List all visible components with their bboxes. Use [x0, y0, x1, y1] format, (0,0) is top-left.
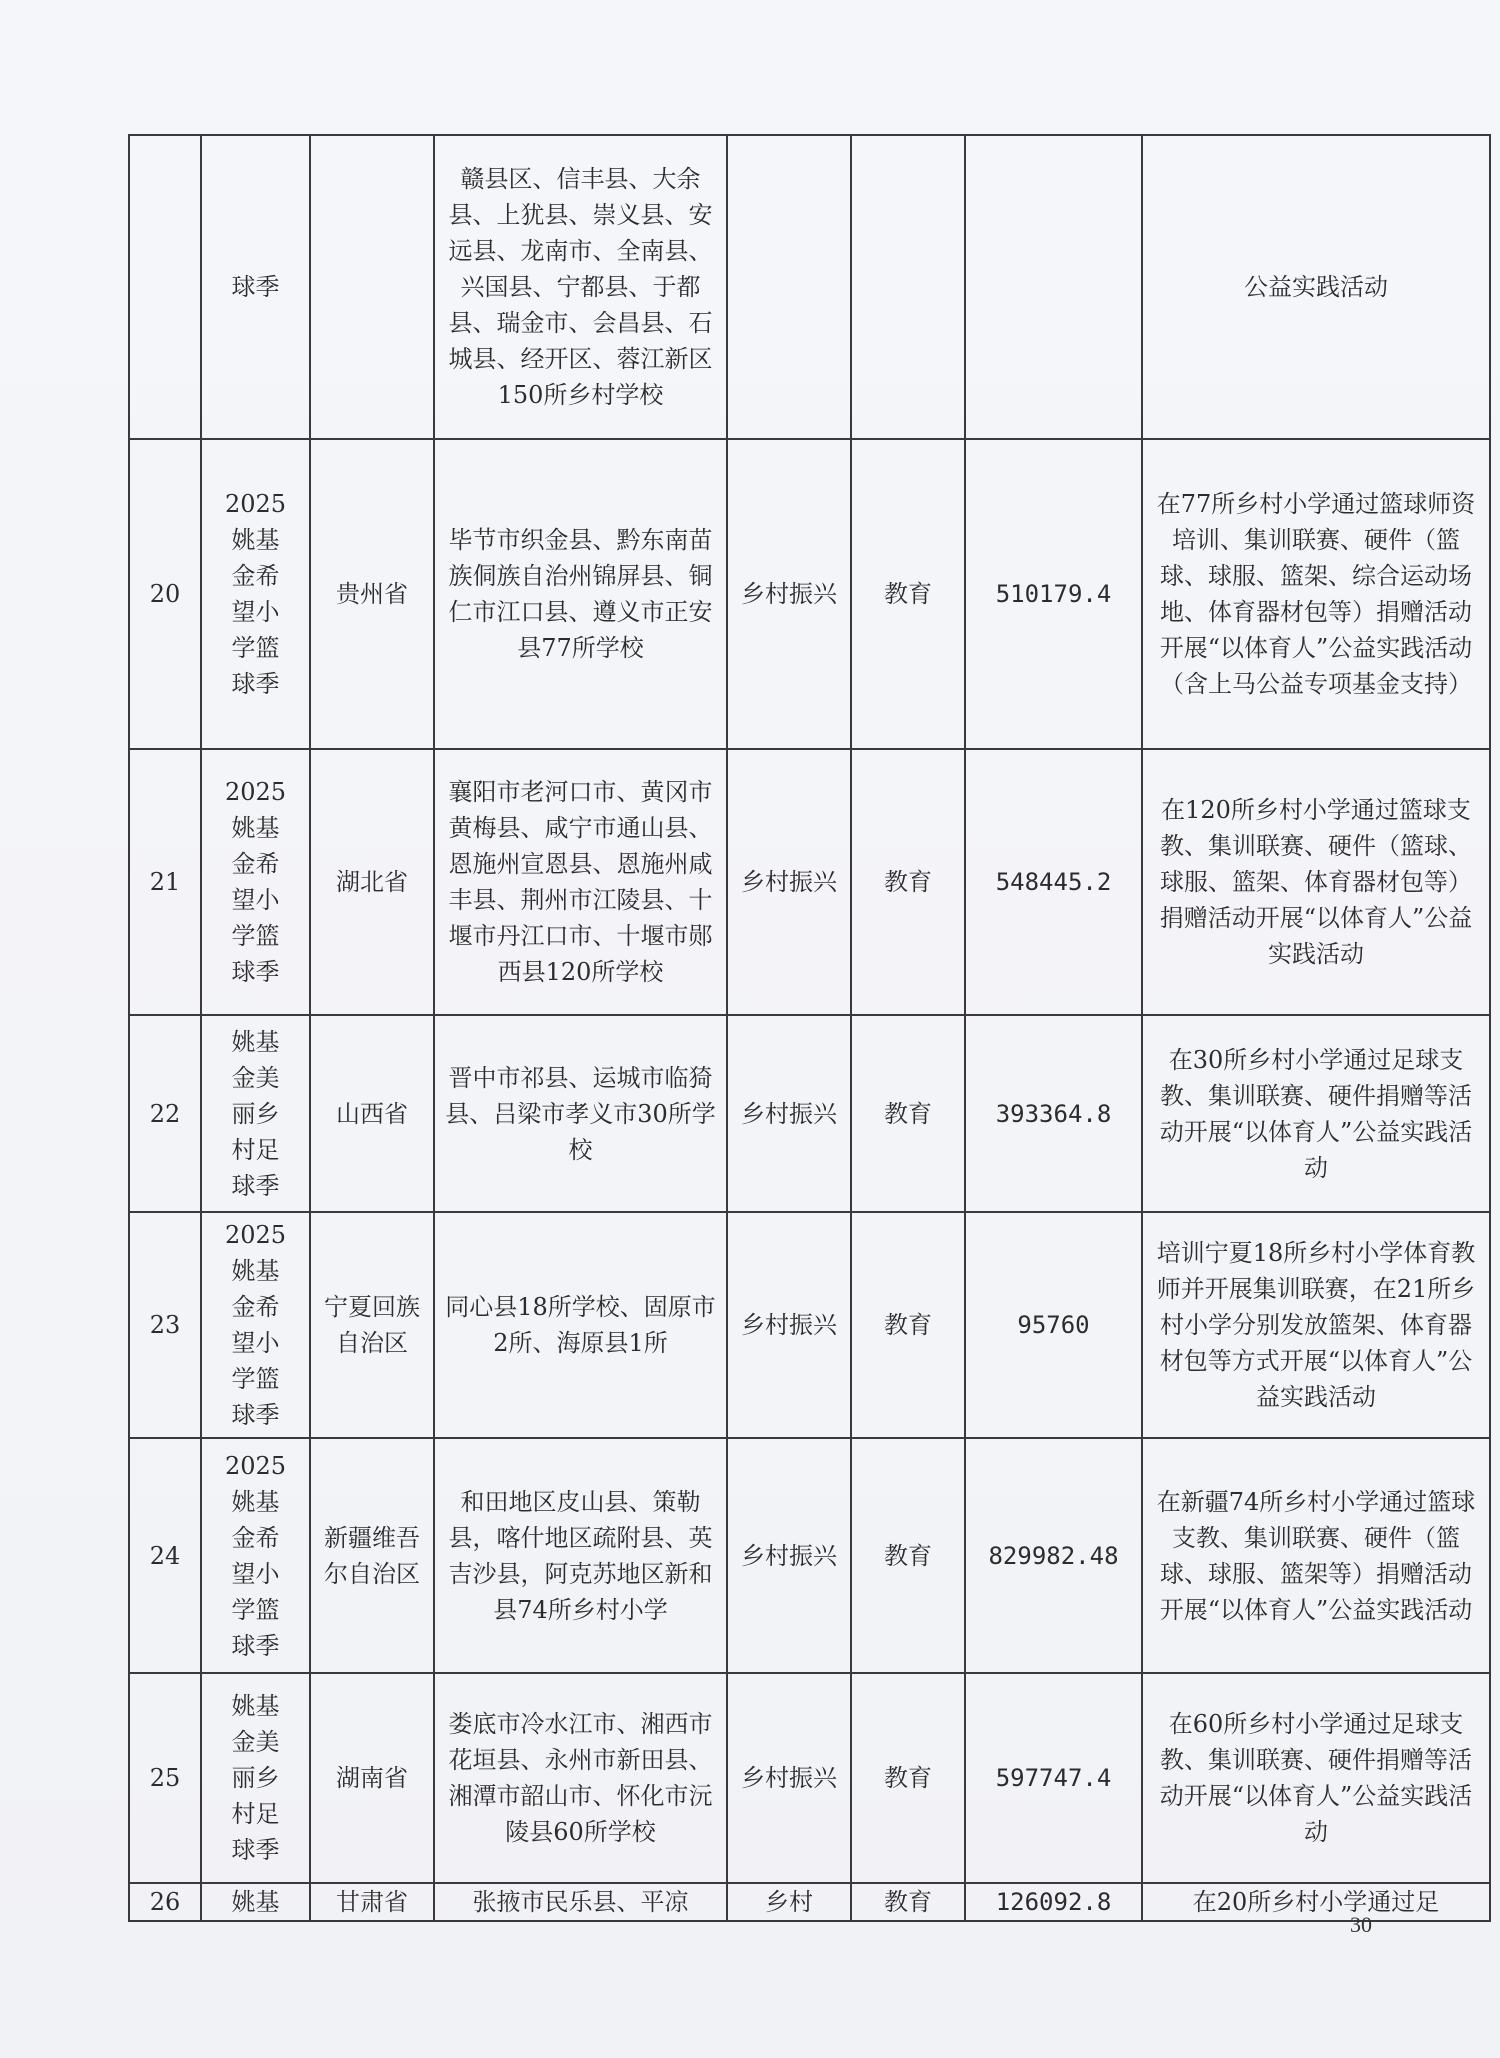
cell-province: 湖北省 — [310, 749, 434, 1015]
name-line: 望小 — [231, 1329, 280, 1357]
name-line: 球季 — [231, 958, 280, 986]
name-line: 球季 — [231, 1401, 280, 1429]
cell-type: 乡村振兴 — [727, 1015, 851, 1212]
name-line: 球季 — [231, 273, 280, 301]
cell-description: 在20所乡村小学通过足 — [1142, 1883, 1490, 1921]
name-line: 金美 — [231, 1063, 280, 1092]
name-line: 金希 — [231, 1523, 280, 1552]
name-line: 学篮 — [231, 922, 280, 950]
cell-type: 乡村振兴 — [727, 749, 851, 1015]
cell-project-name — [201, 749, 310, 1015]
cell-description: 培训宁夏18所乡村小学体育教师并开展集训联赛，在21所乡村小学分别发放篮架、体育器材包等方式开展“以体育人”公益实践活动 — [1142, 1212, 1490, 1438]
cell-type: 乡村振兴 — [727, 1212, 851, 1438]
cell-field — [851, 135, 965, 439]
cell-type: 乡村 — [727, 1883, 851, 1921]
cell-amount: 548445.2 — [965, 749, 1142, 1015]
cell-description: 在120所乡村小学通过篮球支教、集训联赛、硬件（篮球、球服、篮架、体育器材包等）捐赠活动开展“以体育人”公益实践活动 — [1142, 749, 1490, 1015]
name-line: 球季 — [231, 1836, 280, 1864]
cell-type — [727, 135, 851, 439]
name-line: 2025 — [224, 1451, 287, 1480]
cell-field: 教育 — [851, 1015, 965, 1212]
name-line: 姚基 — [231, 814, 280, 842]
name-line: 学篮 — [231, 1595, 280, 1624]
cell-description: 在60所乡村小学通过足球支教、集训联赛、硬件捐赠等活动开展“以体育人”公益实践活动 — [1142, 1673, 1490, 1883]
name-line: 2025 — [224, 490, 287, 518]
table-row — [129, 749, 1490, 1015]
cell-area: 和田地区皮山县、策勒县，喀什地区疏附县、英吉沙县，阿克苏地区新和县74所乡村小学 — [434, 1438, 727, 1673]
cell-project-name — [201, 1212, 310, 1438]
cell-project-name — [201, 439, 310, 749]
cell-no: 24 — [129, 1438, 201, 1673]
cell-province: 贵州省 — [310, 439, 434, 749]
cell-type: 乡村振兴 — [727, 439, 851, 749]
cell-area: 赣县区、信丰县、大余县、上犹县、崇义县、安远县、龙南市、全南县、兴国县、宁都县、于都县、瑞金市、会昌县、石城县、经开区、蓉江新区150所乡村学校 — [434, 135, 727, 439]
cell-field: 教育 — [851, 1673, 965, 1883]
name-line: 姚基 — [231, 526, 280, 554]
name-line: 2025 — [224, 1221, 287, 1249]
cell-type: 乡村振兴 — [727, 1438, 851, 1673]
name-line: 望小 — [231, 1559, 280, 1588]
name-line: 望小 — [231, 598, 280, 626]
cell-area: 毕节市织金县、黔东南苗族侗族自治州锦屏县、铜仁市江口县、遵义市正安县77所学校 — [434, 439, 727, 749]
table-row — [129, 1212, 1490, 1438]
project-table — [128, 134, 1491, 1922]
table-row — [129, 1438, 1490, 1673]
cell-no — [129, 135, 201, 439]
table-row — [129, 1883, 1490, 1921]
name-line: 姚基 — [231, 1888, 280, 1916]
cell-area: 张掖市民乐县、平凉 — [434, 1883, 727, 1921]
name-line: 学篮 — [231, 1365, 280, 1393]
name-line: 金希 — [231, 562, 280, 590]
name-line: 学篮 — [231, 634, 280, 662]
table-row — [129, 1015, 1490, 1212]
cell-project-name — [201, 1883, 310, 1921]
cell-project-name — [201, 1673, 310, 1883]
cell-amount: 95760 — [965, 1212, 1142, 1438]
cell-province: 甘肃省 — [310, 1883, 434, 1921]
cell-project-name — [201, 1438, 310, 1673]
cell-description: 在新疆74所乡村小学通过篮球支教、集训联赛、硬件（篮球、球服、篮架等）捐赠活动开展“以体育人”公益实践活动 — [1142, 1438, 1490, 1673]
name-line: 姚基 — [231, 1487, 280, 1516]
cell-area: 同心县18所学校、固原市2所、海原县1所 — [434, 1212, 727, 1438]
cell-province: 山西省 — [310, 1015, 434, 1212]
cell-province: 湖南省 — [310, 1673, 434, 1883]
cell-field: 教育 — [851, 749, 965, 1015]
cell-no: 26 — [129, 1883, 201, 1921]
cell-no: 25 — [129, 1673, 201, 1883]
name-line: 金美 — [231, 1728, 280, 1756]
cell-area: 娄底市冷水江市、湘西市 花垣县、永州市新田县、湘潭市韶山市、怀化市沅陵县60所学校 — [434, 1673, 727, 1883]
name-line: 球季 — [231, 670, 280, 698]
name-line: 望小 — [231, 886, 280, 914]
cell-description: 在30所乡村小学通过足球支教、集训联赛、硬件捐赠等活动开展“以体育人”公益实践活动 — [1142, 1015, 1490, 1212]
name-line: 金希 — [231, 850, 280, 878]
name-line: 丽乡 — [231, 1099, 280, 1128]
name-line: 姚基 — [231, 1692, 280, 1720]
cell-type: 乡村振兴 — [727, 1673, 851, 1883]
cell-province: 宁夏回族自治区 — [310, 1212, 434, 1438]
name-line: 姚基 — [231, 1257, 280, 1285]
cell-description: 在77所乡村小学通过篮球师资培训、集训联赛、硬件（篮球、球服、篮架、综合运动场地、体育器材包等）捐赠活动开展“以体育人”公益实践活动（含上马公益专项基金支持） — [1142, 439, 1490, 749]
cell-amount: 126092.8 — [965, 1883, 1142, 1921]
name-line: 球季 — [231, 1171, 280, 1200]
cell-project-name — [201, 135, 310, 439]
cell-no: 23 — [129, 1212, 201, 1438]
cell-area: 襄阳市老河口市、黄冈市黄梅县、咸宁市通山县、恩施州宣恩县、恩施州咸丰县、荆州市江陵县、十堰市丹江口市、十堰市郧西县120所学校 — [434, 749, 727, 1015]
table-row — [129, 439, 1490, 749]
cell-field: 教育 — [851, 1883, 965, 1921]
table-row — [129, 1673, 1490, 1883]
cell-province — [310, 135, 434, 439]
name-line: 丽乡 — [231, 1764, 280, 1792]
cell-amount: 393364.8 — [965, 1015, 1142, 1212]
table-row — [129, 135, 1490, 439]
cell-province: 新疆维吾尔自治区 — [310, 1438, 434, 1673]
name-line: 村足 — [231, 1135, 280, 1164]
name-line: 球季 — [231, 1631, 280, 1660]
name-line: 姚基 — [231, 1027, 280, 1056]
name-line: 村足 — [231, 1800, 280, 1828]
cell-field: 教育 — [851, 1438, 965, 1673]
page-number: 30 — [1350, 1912, 1372, 1937]
cell-project-name — [201, 1015, 310, 1212]
cell-no: 21 — [129, 749, 201, 1015]
cell-amount: 597747.4 — [965, 1673, 1142, 1883]
cell-amount: 829982.48 — [965, 1438, 1142, 1673]
cell-field: 教育 — [851, 1212, 965, 1438]
cell-amount: 510179.4 — [965, 439, 1142, 749]
name-line: 2025 — [224, 778, 287, 806]
name-line: 金希 — [231, 1293, 280, 1321]
cell-amount — [965, 135, 1142, 439]
cell-area: 晋中市祁县、运城市临猗县、吕梁市孝义市30所学校 — [434, 1015, 727, 1212]
cell-no: 20 — [129, 439, 201, 749]
cell-no: 22 — [129, 1015, 201, 1212]
cell-description: 公益实践活动 — [1142, 135, 1490, 439]
cell-field: 教育 — [851, 439, 965, 749]
